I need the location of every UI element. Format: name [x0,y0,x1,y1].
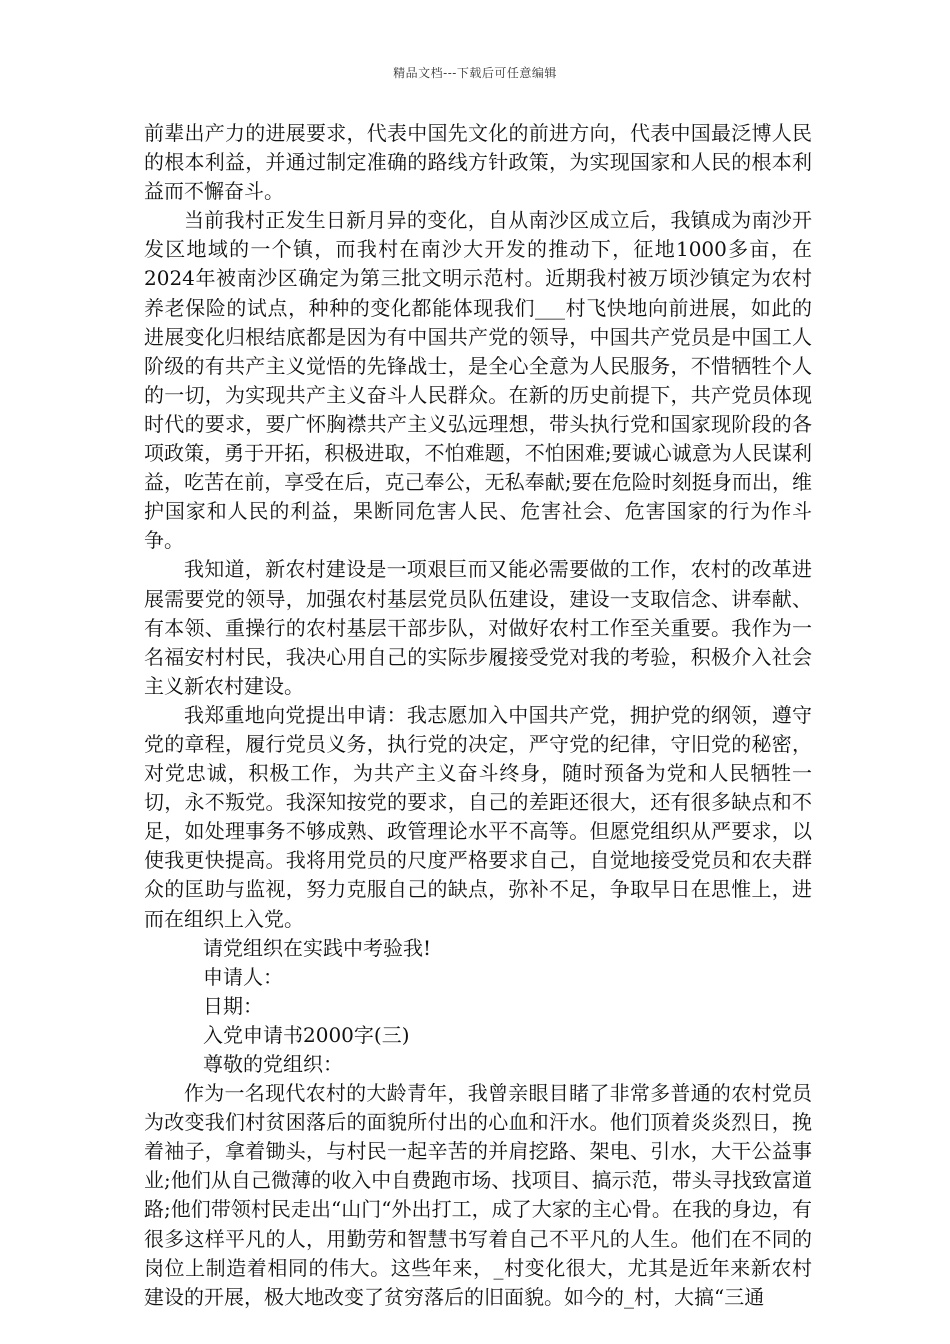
applicant-line: 申请人： [203,964,283,989]
date-line: 日期： [203,993,263,1018]
paragraph-village-changes: 当前我村正发生日新月异的变化，自从南沙区成立后，我镇成为南沙开发区地域的一个镇，而我村在南沙大开发的推动下，征地1000多亩，在2024年被南沙区确定为第三批文明示范村。近期我村被万顷沙镇定为农村养老保险的试点，种种的变化都能体现我们___村飞快地向前进展，如此的进展变化归根结底都是因为有中国共产党的领导，中国共产党员是中国工人阶级的有共产主义觉悟的先锋战士，是全心全意为人民服务，不惜牺牲个人的一切，为实现共产主义奋斗人民群众。在新的历史前提下，共产党员体现时代的要求，要广怀胸襟共产主义弘远理想，带头执行党和国家现阶段的各项政策，勇于开拓，积极进取，不怕难题，不怕困难;要诚心诚意为人民谋利益，吃苦在前，享受在后，克己奉公，无私奉献;要在危险时刻挺身而出，维护国家和人民的利益，果断同危害人民、危害社会、危害国家的行为作斗争。 [144,208,812,553]
paragraph-application-statement: 我郑重地向党提出申请：我志愿加入中国共产党，拥护党的纲领，遵守党的章程，履行党员义务，执行党的决定，严守党的纪律，守旧党的秘密，对党忠诚，积极工作，为共产主义奋斗终身，随时预备为党和人民牺牲一切，永不叛党。我深知按党的要求，自己的差距还很大，还有很多缺点和不足，如处理事务不够成熟、政管理论水平不高等。但愿党组织从严要求，以使我更快提高。我将用党员的尺度严格要求自己，自觉地接受党员和农夫群众的匡助与监视，努力克服自己的缺点，弥补不足，争取早日在思惟上，进而在组织上入党。 [144,702,812,931]
section-title: 入党申请书2000字(三) [203,1022,410,1047]
paragraph-rural-party-members: 作为一名现代农村的大龄青年，我曾亲眼目睹了非常多普通的农村党员为改变我们村贫困落后的面貌所付出的心血和汗水。他们顶着炎炎烈日，挽着袖子，拿着锄头，与村民一起辛苦的并肩挖路、架电、引水，大干公益事业;他们从自己微薄的收入中自费跑市场、找项目、搞示范，带头寻找致富道路;他们带领村民走出“山门“外出打工，成了大家的主心骨。在我的身边，有很多这样平凡的人，用勤劳和智慧书写着自己不平凡的人生。他们在不同的岗位上制造着相同的伟大。这些年来，_村变化很大，尤其是近年来新农村建设的开展，极大地改变了贫穷落后的旧面貌。如今的_村，大搞“三通 [144,1081,812,1309]
document-body [144,119,812,1312]
page-header: 精品文档---下载后可任意编辑 [393,66,557,80]
paragraph-new-countryside: 我知道，新农村建设是一项艰巨而又能必需要做的工作，农村的改革进展需要党的领导，加强农村基层党员队伍建设，建设一支取信念、讲奉献、有本领、重操行的农村基层干部步队，对做好农村工作至关重要。我作为一名福安村村民，我决心用自己的实际步履接受党对我的考验，积极介入社会主义新农村建设。 [144,557,812,698]
paragraph-continued: 前辈出产力的进展要求，代表中国先文化的前进方向，代表中国最泛博人民的根本利益，并通过制定准确的路线方针政策，为实现国家和人民的根本利益而不懈奋斗。 [144,121,812,204]
salutation-line: 尊敬的党组织： [203,1052,343,1076]
request-line: 请党组织在实践中考验我! [203,935,432,960]
